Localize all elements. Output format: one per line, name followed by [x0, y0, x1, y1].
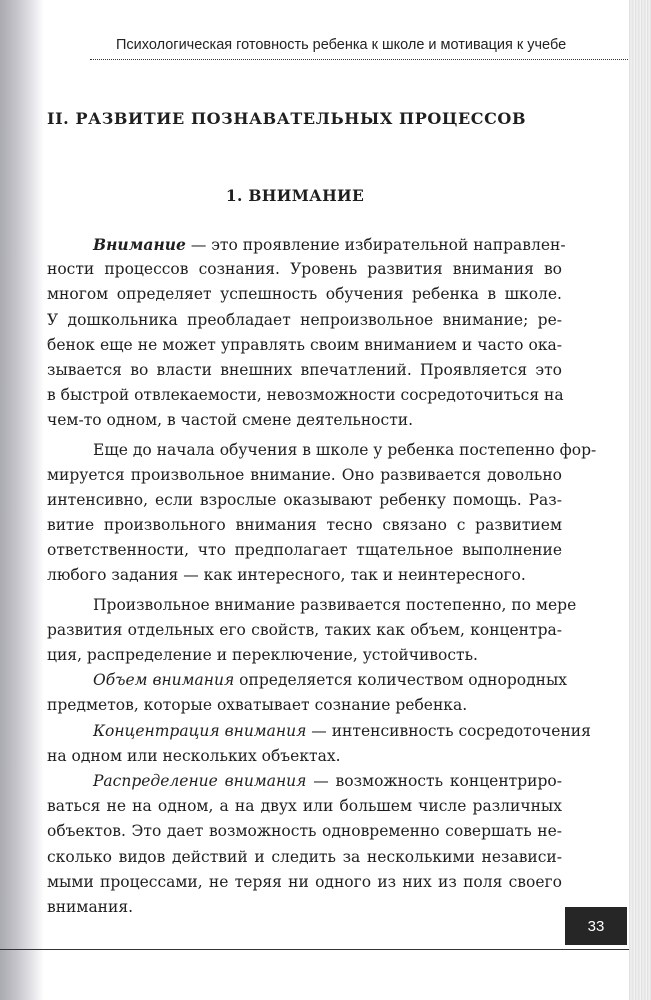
text-line: внимания.: [47, 897, 134, 916]
book-binding-shadow: [0, 0, 44, 1000]
text-line: в быстрой отвлекаемости, невозможности сосредоточиться на: [47, 386, 564, 405]
text-line: многом определяет успешность обучения ребенка в школе.: [47, 285, 562, 304]
term-concentration: Концентрация внимания: [93, 721, 307, 740]
text-line: зывается во власти внешних впечатлений. Проявляется это: [47, 360, 562, 379]
text-line: Концентрация внимания — интенсивность сосредоточения: [93, 721, 591, 740]
text-line: чем-то одном, в частой смене деятельности.: [47, 411, 414, 430]
body-text: [47, 232, 597, 920]
text-line: ваться не на одном, а на двух или большем числе различных: [47, 797, 562, 816]
text-line: бенок еще не может управлять своим вниманием и часто ока-: [47, 335, 562, 354]
text-line: мируется произвольное внимание. Оно развивается довольно: [47, 465, 562, 484]
text-line: Внимание — это проявление избирательной направлен-: [93, 235, 566, 254]
text-line: витие произвольного внимания тесно связано с развитием: [47, 516, 562, 535]
footer-rule: [0, 949, 629, 950]
text-line: объектов. Это дает возможность одновременно совершать не-: [47, 822, 562, 841]
text-line: ция, распределение и переключение, устойчивость.: [47, 646, 478, 664]
header-rule: [90, 59, 628, 60]
text-line: мыми процессами, не теряя ни одного из них из поля своего: [47, 872, 562, 891]
section-title: 1. ВНИМАНИЕ: [225, 186, 365, 205]
text-line: любого задания — как интересного, так и неинтересного.: [47, 566, 526, 585]
text-line: У дошкольника преобладает непроизвольное внимание; ре-: [47, 310, 562, 329]
text-line: Произвольное внимание развивается постепенно, по мере: [93, 595, 577, 614]
term-distribution: Распределение внимания: [93, 771, 307, 790]
text-line: ности процессов сознания. Уровень развития внимания во: [47, 260, 562, 279]
text-line: Объем внимания определяется количеством однородных: [93, 671, 568, 690]
term-attention: Внимание: [93, 235, 186, 254]
page-number: 33: [565, 907, 627, 945]
text-line: ответственности, что предполагает тщательное выполнение: [47, 541, 562, 560]
running-header: Психологическая готовность ребенка к школе и мотивация к учебе: [116, 37, 567, 53]
text-line: интенсивно, если взрослые оказывают ребенку помощь. Раз-: [47, 490, 562, 509]
text-line: развития отдельных его свойств, таких как объем, концентра-: [47, 620, 562, 639]
text-line: Еще до начала обучения в школе у ребенка постепенно фор-: [93, 440, 597, 459]
page-edge: [629, 0, 651, 1000]
term-volume: Объем внимания: [93, 671, 235, 690]
text-line: на одном или нескольких объектах.: [47, 746, 341, 765]
text-line: сколько видов действий и следить за несколькими независи-: [47, 847, 562, 866]
text-line: Распределение внимания — возможность концентриро-: [93, 771, 562, 790]
chapter-title: II. РАЗВИТИЕ ПОЗНАВАТЕЛЬНЫХ ПРОЦЕССОВ: [47, 109, 527, 128]
text-line: предметов, которые охватывает сознание ребенка.: [47, 696, 468, 715]
